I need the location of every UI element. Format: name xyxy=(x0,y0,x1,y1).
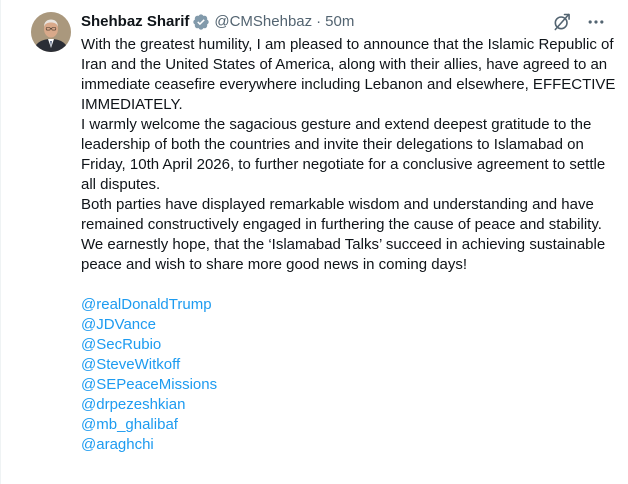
mention-link[interactable]: @drpezeshkian xyxy=(81,396,186,413)
mention-link[interactable]: @SecRubio xyxy=(81,336,162,353)
grok-icon[interactable] xyxy=(552,12,572,32)
avatar-image xyxy=(31,12,71,52)
more-options-icon[interactable] xyxy=(586,12,606,32)
post-timestamp[interactable]: 50m xyxy=(325,13,355,30)
author-name[interactable]: Shehbaz Sharif xyxy=(81,13,190,30)
mention-link[interactable]: @SEPeaceMissions xyxy=(81,376,218,393)
post-paragraph: With the greatest humility, I am pleased to announce that the Islamic Republic of Iran and the United States of America, along with their allies, have agreed to an immediate ceasefire everywhere including Lebanon and elsewhere, EFFECTIVE IMMEDIATELY. xyxy=(81,36,616,113)
mention-link[interactable]: @mb_ghalibaf xyxy=(81,416,178,433)
post-text xyxy=(81,35,621,455)
avatar[interactable] xyxy=(31,12,71,52)
post-paragraph: I warmly welcome the sagacious gesture and extend deepest gratitude to the leadership of both the countries and invite their delegations to Islamabad on Friday, 10th April 2026, to further negotiate for a conclusive agreement to settle all disputes. xyxy=(81,116,606,193)
mention-link[interactable]: @JDVance xyxy=(81,316,156,333)
paragraph-spacer xyxy=(81,275,621,295)
verified-badge-icon xyxy=(192,13,210,31)
mention-link[interactable]: @araghchi xyxy=(81,436,154,453)
post-actions-top xyxy=(552,12,606,32)
mention-link[interactable]: @realDonaldTrump xyxy=(81,296,212,313)
post-paragraph: Both parties have displayed remarkable wisdom and understanding and have remained constructively engaged in furthering the cause of peace and stability. We earnestly hope, that the ‘Islamabad Talks’ succeed in achieving sustainable peace and wish to share more good news in coming days! xyxy=(81,196,606,273)
author-handle[interactable]: @CMShehbaz xyxy=(214,13,313,30)
mention-link[interactable]: @SteveWitkoff xyxy=(81,356,181,373)
separator-dot: · xyxy=(316,13,322,30)
post-header xyxy=(81,11,354,33)
